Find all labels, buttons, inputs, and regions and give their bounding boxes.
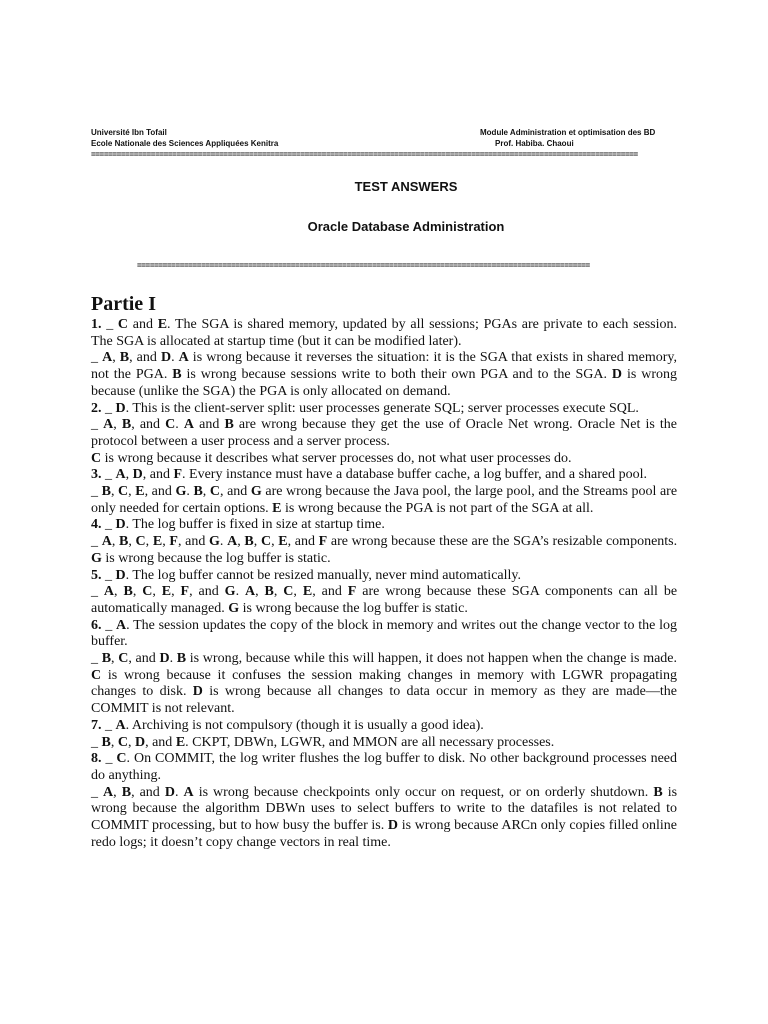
option-letter: A [103,417,114,433]
option-letter: A [115,617,127,633]
page-title: TEST ANSWERS [354,179,458,194]
answer-5: 5. _ D. The log buffer cannot be resized manually, never mind automatically. [91,567,521,583]
title-separator: ========================================================================================================== [137,261,590,270]
header-separator: ================================================================================================================================ [91,150,638,159]
answer-2-explanation-c: C is wrong because it describes what server processes do, not what user processes do. [91,450,572,466]
page-subtitle: Oracle Database Administration [307,219,505,234]
option-letter: F [173,467,183,483]
module-name: Module Administration et optimisation des BD [480,128,656,137]
option-letter: A [183,784,194,800]
option-letter: A [115,467,126,483]
question-number: 6. [91,617,102,633]
option-letter: B [101,651,112,667]
option-letter: D [611,367,623,383]
answer-6-explanation: _ B, C, and D. B is wrong, because while this will happen, it does not happen when the change is made. C is wrong because it confuses the session making changes in memory with LGWR propagating changes to disk. D is wrong because all changes to data occur in memory as they are made—the COMMIT is not relevant. [91,651,678,717]
option-letter: E [135,484,145,500]
option-letter: G [175,484,187,500]
option-letter: B [101,734,111,750]
option-letter: C [117,317,129,332]
option-letter: B [653,784,663,800]
option-letter: F [169,534,178,550]
option-letter: E [175,734,186,750]
answer-1-explanation: _ A, B, and D. A is wrong because it reverses the situation: it is the SGA that exists in shared memory, not the PGA. B is wrong because sessions write to both their own PGA and to the SGA. D is wrong because (unlike the SGA) the PGA is only allocated on demand. [91,350,678,399]
answer-8: 8. _ C. On COMMIT, the log writer flushes the log buffer to disk. No other background processes need do anything. [91,751,677,783]
question-number: 1. [91,317,102,332]
option-letter: C [117,734,128,750]
university-name: Université Ibn Tofail [91,128,167,137]
option-letter: A [103,584,115,600]
option-letter: E [152,534,163,550]
option-letter: A [103,784,114,800]
option-letter: D [134,734,146,750]
option-letter: D [132,467,143,483]
option-letter: D [160,350,172,366]
professor-name: Prof. Habiba. Chaoui [495,139,574,148]
option-letter: C [283,584,294,600]
option-letter: B [119,534,129,550]
option-letter: E [302,584,313,600]
question-number: 5. [91,567,102,583]
option-letter: F [180,584,190,600]
option-letter: A [244,584,256,600]
option-letter: A [101,534,112,550]
answer-7: 7. _ A. Archiving is not compulsory (though it is usually a good idea). [91,717,484,733]
option-letter: G [209,534,220,550]
option-letter: B [121,784,132,800]
answer-7-explanation: _ B, C, D, and E. CKPT, DBWn, LGWR, and MMON are all necessary processes. [91,734,555,750]
answer-3: 3. _ A, D, and F. Every instance must have a database buffer cache, a log buffer, and a shared pool. [91,467,648,483]
answer-3-explanation: _ B, C, E, and G. B, C, and G are wrong because the Java pool, the large pool, and the Streams pool are only needed for certain options. E is wrong because the PGA is not part of the SGA at all. [91,484,678,516]
option-letter: E [157,317,168,332]
option-letter: B [101,484,111,500]
answers-body [91,317,677,852]
option-letter: B [119,350,130,366]
option-letter: C [118,484,129,500]
option-letter: C [91,667,102,683]
answer-6: 6. _ A. The session updates the copy of the block in memory and writes out the change vector to the log buffer. [91,617,678,650]
option-letter: A [227,534,238,550]
answer-2: 2. _ D. This is the client-server split: user processes generate SQL; server processes execute SQL. [91,400,639,416]
option-letter: B [244,534,254,550]
option-letter: D [192,684,203,700]
section-title: Partie I [91,293,156,315]
answer-4: 4. _ D. The log buffer is fixed in size at startup time. [91,517,385,533]
option-letter: C [260,534,272,550]
option-letter: A [178,350,189,366]
option-letter: B [123,584,133,600]
option-letter: C [209,484,221,500]
option-letter: G [250,484,262,500]
option-letter: A [115,717,126,733]
option-letter: C [135,534,146,550]
option-letter: D [115,517,126,533]
option-letter: F [347,584,357,600]
option-letter: C [91,450,102,466]
option-letter: B [224,417,234,433]
option-letter: C [116,751,127,767]
option-letter: C [118,651,129,667]
option-letter: D [387,818,399,834]
question-number: 2. [91,400,102,416]
question-number: 8. [91,751,102,767]
option-letter: A [183,417,195,433]
option-letter: A [102,350,113,366]
option-letter: C [165,417,176,433]
option-letter: G [91,550,102,566]
option-letter: G [228,600,240,616]
option-letter: B [193,484,203,500]
answer-5-explanation: _ A, B, C, E, F, and G. A, B, C, E, and F are wrong because these SGA components can all be automatically managed. G is wrong because the log buffer is static. [91,584,678,616]
question-number: 3. [91,467,102,483]
option-letter: G [224,584,236,600]
answer-1: 1. _ C and E. The SGA is shared memory, updated by all sessions; PGAs are private to each session. The SGA is allocated at startup time (but it can be modified later). [91,317,678,349]
option-letter: B [264,584,274,600]
question-number: 4. [91,517,102,533]
option-letter: F [318,534,328,550]
option-letter: B [176,651,187,667]
option-letter: E [278,534,288,550]
answer-8-explanation: _ A, B, and D. A is wrong because checkpoints only occur on request, or on orderly shutdown. B is wrong because the algorithm DBWn uses to select buffers to write to the datafiles is not related to COMMIT processing, but to how busy the buffer is. D is wrong because ARCn only copies filled online redo logs; it doesn’t copy change vectors in real time. [91,784,678,850]
option-letter: D [115,400,126,416]
option-letter: B [172,367,182,383]
answer-2-explanation: _ A, B, and C. A and B are wrong because they get the use of Oracle Net wrong. Oracle Net is the protocol between a user process and a server process. [91,417,678,449]
option-letter: B [121,417,132,433]
school-name: Ecole Nationale des Sciences Appliquées Kenitra [91,139,279,148]
option-letter: C [142,584,153,600]
option-letter: D [159,651,170,667]
question-number: 7. [91,717,102,733]
option-letter: D [164,784,175,800]
option-letter: D [115,567,126,583]
answer-4-explanation: _ A, B, C, E, F, and G. A, B, C, E, and F are wrong because these are the SGA’s resizable components. G is wrong because the log buffer is static. [91,534,678,566]
option-letter: E [272,500,282,516]
option-letter: E [161,584,172,600]
